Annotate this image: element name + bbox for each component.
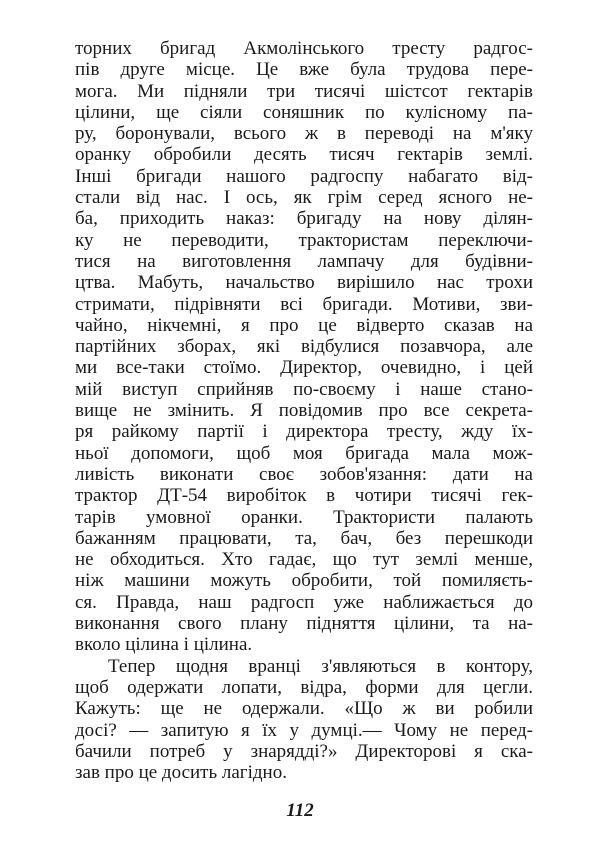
text-line: оранку обробили десять тисяч гектарів землі. <box>75 144 533 166</box>
text-line: виконання свого плану підняття цілини, та на- <box>75 613 533 635</box>
text-line: Кажуть: ще не одержали. «Що ж ви робили <box>75 698 533 720</box>
text-line: мій виступ сприйняв по-своєму і наше стано- <box>75 378 533 400</box>
text-line: стали від нас. І ось, як грім серед ясного не- <box>75 187 533 209</box>
text-line: трактор ДТ-54 виробіток в чотири тисячі гек- <box>75 485 533 507</box>
page-number: 112 <box>286 800 314 821</box>
text-line: мога. Ми підняли три тисячі шістсот гектарів <box>75 80 533 102</box>
text-line: бачили потреб у знарядді?» Директорові я ска- <box>75 740 533 762</box>
text-line: ба, приходить наказ: бригаду на нову ділян- <box>75 208 533 230</box>
text-line: ньої допомоги, щоб моя бригада мала мож- <box>75 442 533 464</box>
text-line: ливість виконати своє зобов'язання: дати на <box>75 463 533 485</box>
text-line: бажанням працювати, та, бач, без перешкоди <box>75 527 533 549</box>
text-line: досі? — запитую я їх у думці.— Чому не перед- <box>75 719 533 741</box>
text-line: зав про це досить лагідно. <box>75 762 287 784</box>
text-line: чайно, нікчемні, я про це відверто сказав на <box>75 314 533 336</box>
text-line: тарів умовної оранки. Трактористи палають <box>75 506 533 528</box>
text-line: ря райкому партії і директора тресту, жду їх- <box>75 421 533 443</box>
text-line: ніж машини можуть обробити, той помиляєть- <box>75 570 533 592</box>
text-line: не обходиться. Хто гадає, що тут землі менше, <box>75 549 533 571</box>
text-line: Інші бригади нашого радгоспу набагато від- <box>75 165 533 187</box>
text-line: ру, боронували, всього ж в переводі на м'яку <box>75 123 533 145</box>
body-text <box>75 38 533 783</box>
text-line: стримати, підрівняти всі бригади. Мотиви, зви- <box>75 293 533 315</box>
text-line: цілини, ще сіяли соняшник по кулісному па- <box>75 101 533 123</box>
text-line: торних бригад Акмолінського тресту радгос- <box>75 38 533 59</box>
text-line: ся. Правда, наш радгосп уже наближається до <box>75 591 533 613</box>
text-line: ку не переводити, трактористам переключи- <box>75 229 533 251</box>
text-line: ми все-таки стоїмо. Директор, очевидно, і цей <box>75 357 533 379</box>
text-line: тися на виготовлення лампачу для будівни- <box>75 250 533 272</box>
text-line: вище не змінить. Я повідомив про все секрета- <box>75 400 533 422</box>
text-line: вколо цілина і цілина. <box>75 634 253 656</box>
text-line: Тепер щодня вранці з'являються в контору, <box>108 655 533 677</box>
text-line: пів друге місце. Це вже була трудова пере- <box>75 59 533 81</box>
text-line: цтва. Мабуть, начальство вирішило нас трохи <box>75 272 533 294</box>
text-line: щоб одержати лопати, відра, форми для цегли. <box>75 676 533 698</box>
text-line: партійних зборах, які відбулися позавчора, але <box>75 336 533 358</box>
